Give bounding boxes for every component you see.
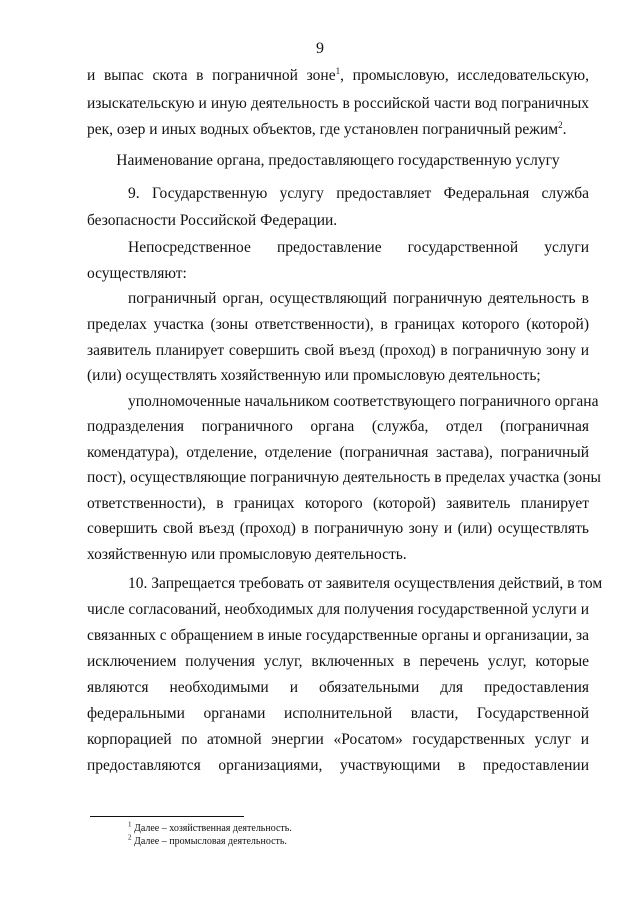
text-line: ответственности), в границах которого (которой) заявитель планирует [87, 495, 589, 512]
text-line: комендатура), отделение, отделение (пограничная застава), пограничный [87, 444, 589, 461]
section-heading: Наименование органа, предоставляющего государственную услугу [116, 152, 560, 169]
text-line: исключением получения услуг, включенных в перечень услуг, которые [87, 653, 589, 670]
text-line: уполномоченные начальником соответствующего пограничного органа [128, 393, 599, 410]
text-line: и выпас скота в пограничной зоне$^1$, промысловую, исследовательскую, [87, 65, 589, 84]
text-line: федеральными органами исполнительной власти, Государственной [87, 705, 589, 722]
text-line: корпорацией по атомной энергии «Росатом» государственных услуг и [87, 731, 589, 748]
text-line: 9. Государственную услугу предоставляет Федеральная служба [128, 185, 589, 202]
text-line: 10. Запрещается требовать от заявителя осуществления действий, в том [128, 575, 603, 592]
text-line: безопасности Российской Федерации. [87, 212, 338, 229]
text-line: осуществляют: [87, 265, 187, 282]
text-line: числе согласований, необходимых для получения государственной услуги и [87, 601, 589, 618]
text-line: пост), осуществляющие пограничную деятельность в пределах участка (зоны [87, 469, 601, 486]
text-line: совершить свой въезд (проход) в пограничную зону и (или) осуществлять [87, 520, 589, 537]
text-line: пограничный орган, осуществляющий пограничную деятельность в [128, 290, 589, 307]
footnote-ref: 2 [558, 119, 563, 130]
text-line: хозяйственную или промысловую деятельность. [87, 546, 407, 563]
text-line: являются необходимыми и обязательными для предоставления [87, 679, 589, 696]
text-line: заявитель планирует совершить свой въезд (проход) в пограничную зону и [87, 342, 589, 359]
text-line: пределах участка (зоны ответственности), в границах которого (которой) [87, 316, 589, 333]
text-line: подразделения пограничного органа (служба, отдел (пограничная [87, 418, 589, 435]
text-line: (или) осуществлять хозяйственную или промысловую деятельность; [87, 367, 541, 384]
page-number: 9 [316, 40, 324, 57]
text-line: изыскательскую и иную деятельность в российской части вод пограничных [87, 95, 589, 112]
footnote: $^1$ Далее – хозяйственная деятельность. [128, 820, 292, 834]
text-line: рек, озер и иных водных объектов, где установлен пограничный режим$^2$. [87, 119, 567, 138]
text-line: предоставляются организациями, участвующими в предоставлении [87, 757, 589, 774]
footnote: $^2$ Далее – промысловая деятельность. [128, 833, 287, 847]
footnote-ref: 1 [335, 65, 341, 76]
text-line: связанных с обращением в иные государственные органы и организации, за [87, 627, 589, 644]
footnote-divider [90, 816, 244, 817]
text-line: Непосредственное предоставление государственной услуги [128, 239, 589, 256]
